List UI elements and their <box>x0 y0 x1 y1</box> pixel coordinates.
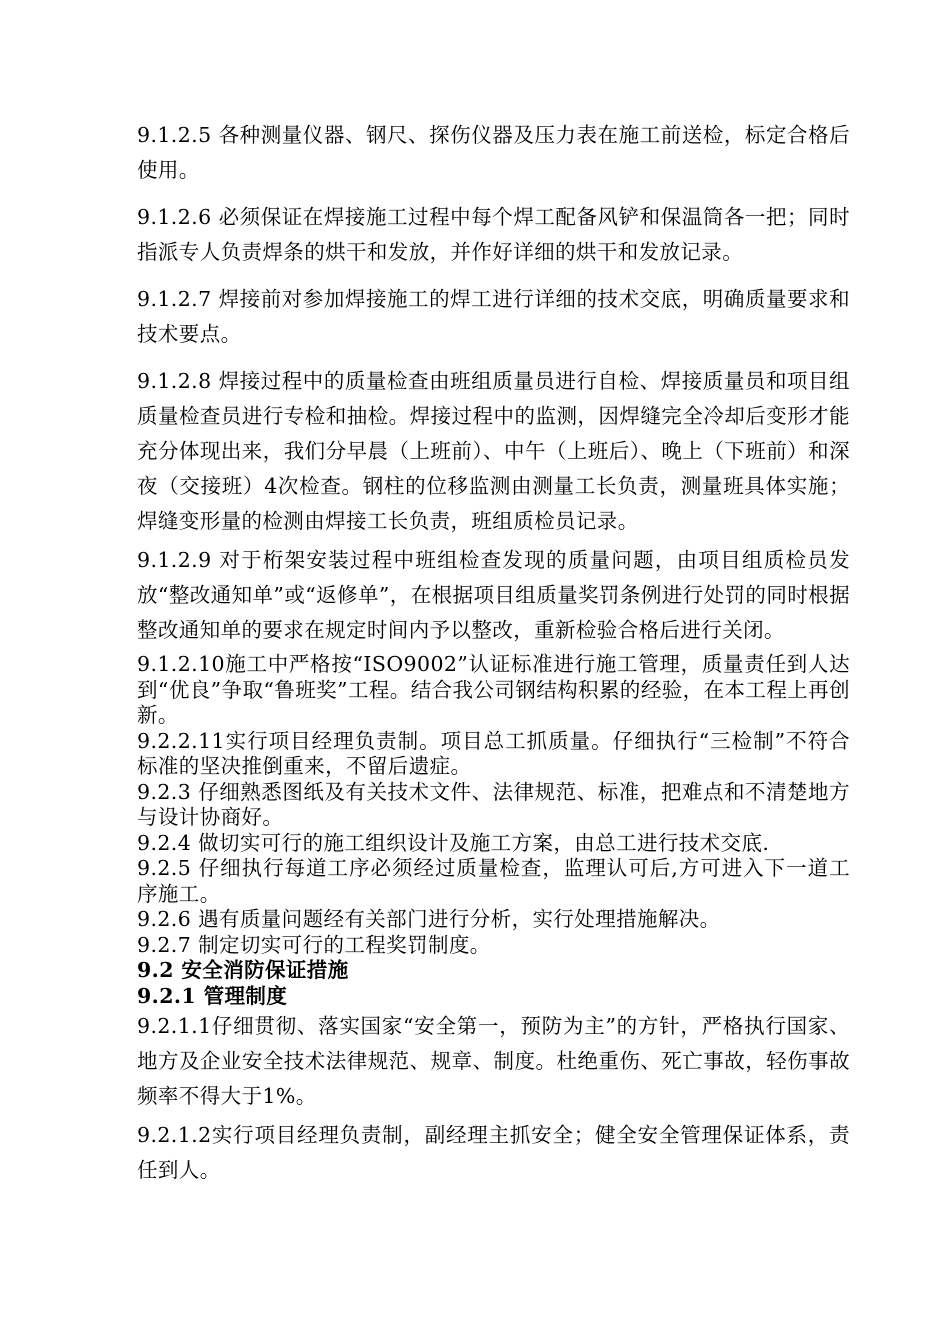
section-heading-safety-fire: 9.2 安全消防保证措施 <box>137 958 349 982</box>
clause-9-2-2-11: 9.2.2.11实行项目经理负责制。项目总工抓质量。仔细执行“三检制”不符合标准的坚决推倒重来，不留后遗症。 <box>137 728 850 778</box>
clause-9-2-3: 9.2.3 仔细熟悉图纸及有关技术文件、法律规范、标准，把难点和不清楚地方与设计协商好。 <box>137 779 850 829</box>
clause-9-1-2-10: 9.1.2.10施工中严格按“ISO9002”认证标准进行施工管理，质量责任到人达到“优良”争取“鲁班奖”工程。结合我公司钢结构积累的经验，在本工程上再创新。 <box>137 652 850 727</box>
clause-9-1-2-8: 9.1.2.8 焊接过程中的质量检查由班组质量员进行自检、焊接质量员和项目组质量检查员进行专检和抽检。焊接过程中的监测，因焊缝完全冷却后变形才能充分体现出来，我们分早晨（上班前）、中午（上班后）、晚上（下班前）和深夜（交接班）4次检查。钢柱的位移监测由测量工长负责，测量班具体实施；焊缝变形量的检测由焊接工长负责，班组质检员记录。 <box>137 369 850 533</box>
clause-9-1-2-9: 9.1.2.9 对于桁架安装过程中班组检查发现的质量问题，由项目组质检员发放“整改通知单”或“返修单”，在根据项目组质量奖罚条例进行处罚的同时根据整改通知单的要求在规定时间内予以整改，重新检验合格后进行关闭。 <box>137 548 850 642</box>
clause-9-2-7: 9.2.7 制定切实可行的工程奖罚制度。 <box>137 932 491 957</box>
clause-9-2-1-1: 9.2.1.1仔细贯彻、落实国家“安全第一，预防为主”的方针，严格执行国家、地方及企业安全技术法律规范、规章、制度。杜绝重伤、死亡事故，轻伤事故频率不得大于1%。 <box>137 1014 850 1108</box>
clause-9-1-2-5: 9.1.2.5 各种测量仪器、钢尺、探伤仪器及压力表在施工前送检，标定合格后使用。 <box>137 123 850 182</box>
clause-9-1-2-6: 9.1.2.6 必须保证在焊接施工过程中每个焊工配备风铲和保温筒各一把；同时指派专人负责焊条的烘干和发放，并作好详细的烘干和发放记录。 <box>137 205 850 264</box>
clause-9-2-6: 9.2.6 遇有质量问题经有关部门进行分析，实行处理措施解决。 <box>137 907 721 931</box>
clause-9-1-2-7: 9.1.2.7 焊接前对参加焊接施工的焊工进行详细的技术交底，明确质量要求和技术要点。 <box>137 287 850 346</box>
clause-9-2-5: 9.2.5 仔细执行每道工序必须经过质量检查，监理认可后,方可进入下一道工序施工。 <box>137 856 850 906</box>
clause-9-2-4: 9.2.4 做切实可行的施工组织设计及施工方案，由总工进行技术交底. <box>137 830 770 855</box>
subsection-heading-management: 9.2.1 管理制度 <box>137 983 288 1008</box>
clause-9-2-1-2: 9.2.1.2实行项目经理负责制，副经理主抓安全；健全安全管理保证体系，责任到人。 <box>137 1123 850 1182</box>
